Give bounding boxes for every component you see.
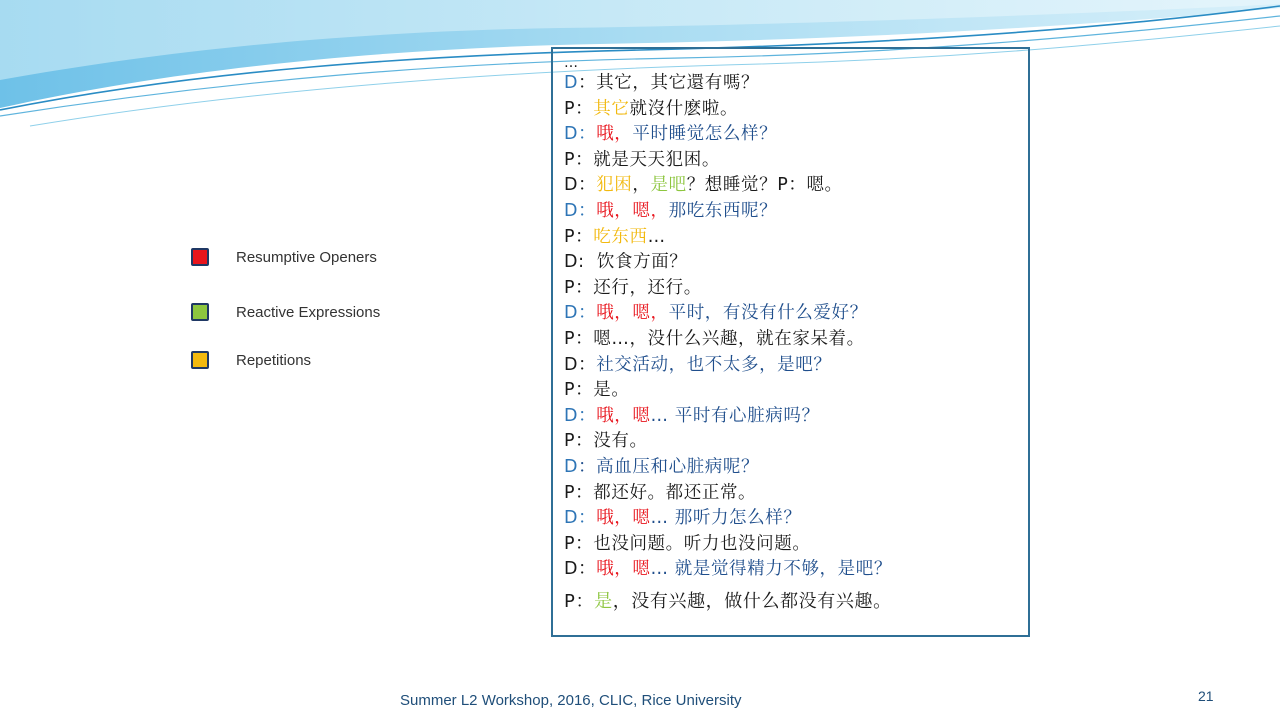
- dialogue-segment: … 就是觉得精力不够，是吧？: [650, 559, 892, 580]
- dialogue-line: [564, 589, 1028, 615]
- dialogue-segment: D: 饮食方面？: [564, 252, 688, 273]
- dialogue-segment: ：: [578, 559, 597, 580]
- dialogue-segment: 犯困: [596, 175, 633, 196]
- dialogue-line: [564, 276, 1028, 302]
- dialogue-segment: ：就是天天犯困。: [575, 149, 720, 170]
- dialogue-segment: … 平时有心脏病吗？: [650, 405, 820, 426]
- dialogue-line: [564, 429, 1028, 455]
- dialogue-segment: ：是。: [575, 380, 630, 401]
- dialogue-segment: P: [564, 149, 576, 170]
- legend-label: Reactive Expressions: [236, 303, 381, 321]
- dialogue-segment: P: [564, 277, 576, 298]
- legend-item-repetitions: [191, 350, 311, 370]
- dialogue-line: [564, 173, 1028, 199]
- dialogue-segment: P: [564, 380, 576, 401]
- dialogue-segment: 就沒什麽啦。: [629, 98, 739, 119]
- dialogue-segment: ：: [578, 354, 597, 375]
- dialogue-line: [564, 532, 1028, 558]
- dialogue-segment: D: [564, 303, 579, 324]
- dialogue-segment: P: [564, 431, 576, 452]
- dialogue-segment: 哦，嗯: [596, 405, 651, 426]
- legend-item-reactive-expressions: [191, 302, 380, 322]
- dialogue-transcript-box: [551, 47, 1030, 637]
- dialogue-line: [564, 353, 1028, 379]
- dialogue-segment: D: [564, 508, 579, 529]
- dialogue-segment: ：: [578, 175, 597, 196]
- dialogue-segment: ：: [578, 200, 597, 221]
- dialogue-line: [564, 404, 1028, 430]
- legend-item-resumptive-openers: [191, 247, 377, 267]
- dialogue-segment: 平时睡觉怎么样？: [632, 124, 778, 145]
- dialogue-segment: D: [564, 456, 579, 477]
- dialogue-segment: ：: [578, 405, 597, 426]
- dialogue-segment: D: [564, 200, 579, 221]
- dialogue-segment: 是: [594, 590, 613, 612]
- dialogue-segment: 是吧: [650, 175, 687, 196]
- footer-text: Summer L2 Workshop, 2016, CLIC, Rice University: [400, 692, 742, 709]
- dialogue-line: [564, 122, 1028, 148]
- dialogue-segment: P: [564, 328, 576, 349]
- dialogue-line: [564, 97, 1028, 123]
- dialogue-line: [564, 71, 1028, 97]
- dialogue-line: [564, 225, 1028, 251]
- dialogue-segment: 哦，嗯，: [596, 200, 669, 221]
- legend-label: Resumptive Openers: [236, 248, 377, 266]
- dialogue-line: [564, 250, 1028, 276]
- dialogue-segment: P: [564, 98, 576, 119]
- dialogue-segment: ：高血压和心脏病呢？: [578, 456, 760, 477]
- dialogue-segment: D: [564, 124, 579, 145]
- dialogue-line: [564, 148, 1028, 174]
- dialogue-segment: ：: [575, 98, 594, 119]
- dialogue-segment: D: [564, 405, 579, 426]
- legend-label: Repetitions: [236, 351, 312, 369]
- dialogue-segment: 那吃东西呢？: [668, 200, 778, 221]
- dialogue-segment: ，: [632, 175, 651, 196]
- dialogue-segment: 哦，嗯: [596, 508, 651, 529]
- dialogue-line: [564, 455, 1028, 481]
- dialogue-segment: P: [564, 590, 576, 612]
- dialogue-line: [564, 57, 1028, 71]
- dialogue-line: [564, 327, 1028, 353]
- dialogue-segment: ：没有。: [575, 431, 648, 452]
- dialogue-segment: …: [647, 226, 666, 247]
- dialogue-segment: 平时，有没有什么爱好？: [668, 303, 868, 324]
- dialogue-segment: D: [564, 354, 579, 375]
- dialogue-line: [564, 506, 1028, 532]
- dialogue-segment: ：: [578, 303, 597, 324]
- red-swatch-icon: [191, 248, 209, 266]
- dialogue-line: [564, 378, 1028, 404]
- dialogue-segment: ：: [578, 508, 597, 529]
- dialogue-line: [564, 199, 1028, 225]
- dialogue-segment: ：其它，其它還有嗎？: [578, 73, 760, 93]
- dialogue-segment: ：: [575, 590, 595, 612]
- dialogue-segment: D: [564, 73, 579, 93]
- dialogue-segment: ：: [575, 226, 594, 247]
- dialogue-segment: ：也没问题。听力也没问题。: [575, 533, 811, 554]
- dialogue-segment: 其它: [593, 98, 630, 119]
- dialogue-segment: …: [564, 55, 579, 71]
- dialogue-segment: 哦，: [596, 124, 633, 145]
- page-number: 21: [1198, 688, 1214, 704]
- yellow-swatch-icon: [191, 351, 209, 369]
- dialogue-segment: D: [564, 559, 579, 580]
- dialogue-segment: ：: [578, 124, 597, 145]
- dialogue-segment: D: [564, 175, 579, 196]
- dialogue-segment: 社交活动，也不太多，是吧？: [596, 354, 832, 375]
- green-swatch-icon: [191, 303, 209, 321]
- dialogue-segment: P: [564, 533, 576, 554]
- dialogue-segment: ：都还好。都还正常。: [575, 482, 757, 503]
- dialogue-segment: ：嗯…，没什么兴趣，就在家呆着。: [575, 328, 865, 349]
- dialogue-segment: 吃东西: [593, 226, 648, 247]
- dialogue-segment: 哦，嗯，: [596, 303, 669, 324]
- dialogue-segment: P: [564, 482, 576, 503]
- dialogue-segment: ，没有兴趣，做什么都没有兴趣。: [612, 590, 892, 612]
- dialogue-segment: 哦，嗯: [596, 559, 651, 580]
- dialogue-line: [564, 301, 1028, 327]
- dialogue-segment: ？想睡觉？P：嗯。: [686, 175, 843, 196]
- dialogue-line: [564, 557, 1028, 583]
- dialogue-segment: ：还行，还行。: [575, 277, 702, 298]
- dialogue-segment: P: [564, 226, 576, 247]
- dialogue-line: [564, 481, 1028, 507]
- dialogue-segment: … 那听力怎么样？: [650, 508, 802, 529]
